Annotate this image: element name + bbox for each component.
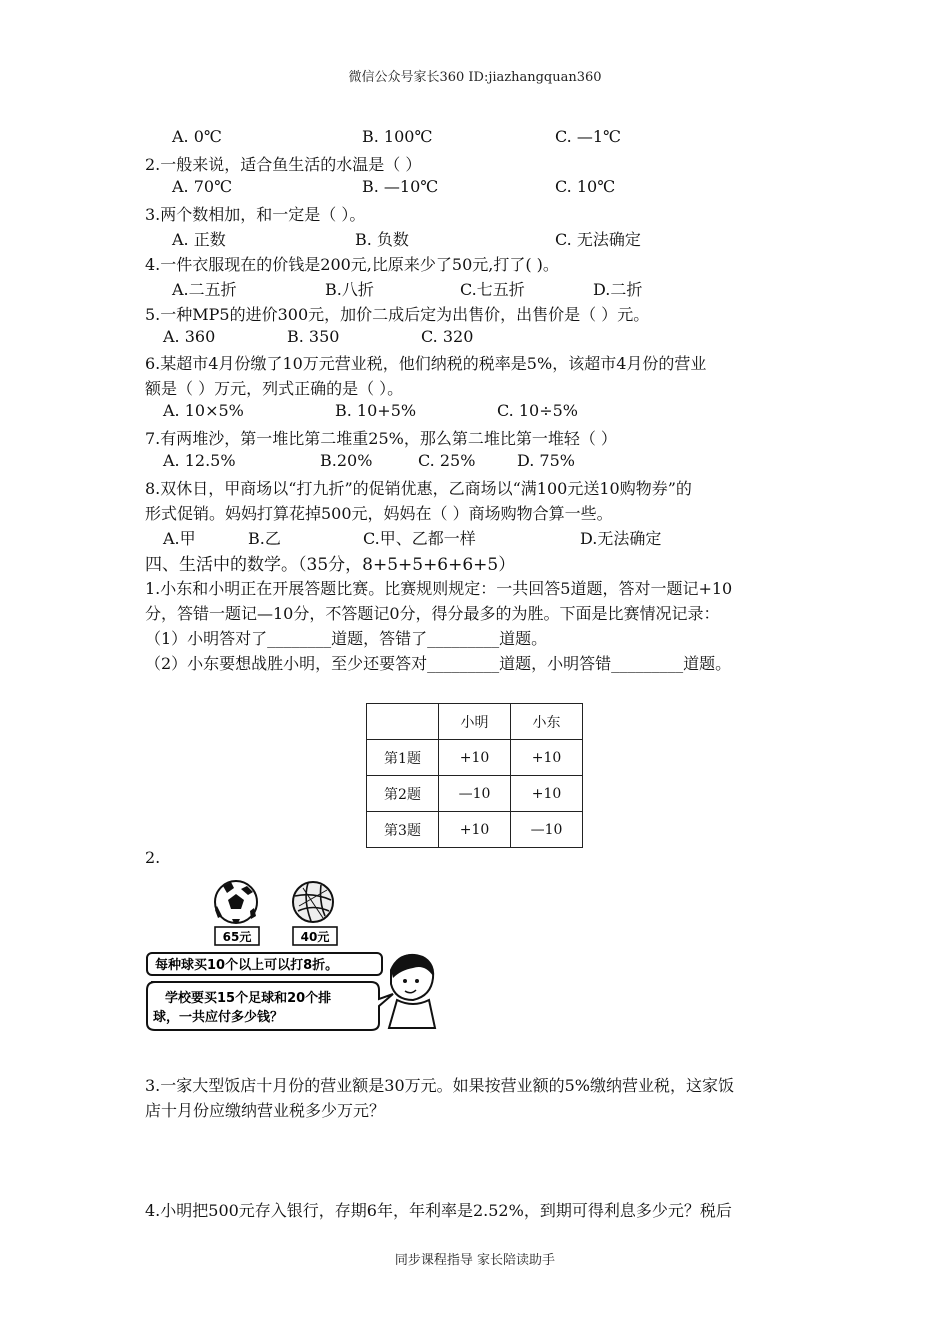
p3-line1: 3.一家大型饭店十月份的营业额是30万元。如果按营业额的5%缴纳营业税，这家饭: [145, 1076, 735, 1095]
q7-option-d: D. 75%: [517, 451, 575, 470]
volleyball-icon: [293, 882, 333, 922]
q4-option-c: C.七五折: [460, 280, 525, 299]
section-title: 四、生活中的数学。（35分，8+5+5+6+6+5）: [145, 555, 516, 575]
q2-option-b: B. —10℃: [362, 177, 439, 196]
soccer-price-tag: 65元: [222, 930, 252, 944]
page-header: 微信公众号家长360 ID:jiazhangquan360: [348, 70, 602, 85]
table-row: [367, 776, 583, 812]
q4-option-d: D.二折: [593, 280, 643, 299]
q7-option-c: C. 25%: [418, 451, 476, 470]
q3-option-b: B. 负数: [355, 230, 409, 249]
table-row: [367, 740, 583, 776]
p4-line1: 4.小明把500元存入银行，存期6年，年利率是2.52%，到期可得利息多少元？税后: [145, 1201, 732, 1220]
q8-option-a: A.甲: [163, 529, 196, 548]
table-header-cell: [367, 704, 439, 740]
table-cell: +10: [511, 740, 583, 776]
q8-line1: 8.双休日，甲商场以“打九折”的促销优惠，乙商场以“满100元送10购物券”的: [145, 479, 692, 498]
p1-line2: 分，答错一题记—10分，不答题记0分，得分最多的为胜。下面是比赛情况记录：: [145, 604, 720, 623]
ball-price-illustration: [143, 878, 443, 1038]
q4-option-a: A.二五折: [172, 280, 237, 299]
q8-option-b: B.乙: [248, 529, 281, 548]
table-cell: +10: [511, 776, 583, 812]
table-cell: +10: [439, 740, 511, 776]
q5-option-a: A. 360: [163, 327, 216, 346]
q3-option-c: C. 无法确定: [555, 230, 641, 249]
q8-option-c: C.甲、乙都一样: [363, 529, 476, 548]
q5-stem: 5.一种MP5的进价300元，加价二成后定为出售价，出售价是（ ）元。: [145, 305, 650, 324]
q6-line2: 额是（ ）万元，列式正确的是（ ）。: [145, 379, 404, 398]
q5-option-c: C. 320: [421, 327, 474, 346]
volleyball-price-tag: 40元: [300, 930, 330, 944]
q7-option-b: B.20%: [320, 451, 373, 470]
p1-sub1: （1）小明答对了________道题，答错了_________道题。: [145, 629, 548, 648]
q6-option-a: A. 10×5%: [163, 401, 244, 420]
table-header-row: [367, 704, 583, 740]
q4-option-b: B.八折: [325, 280, 374, 299]
q7-stem: 7.有两堆沙，第一堆比第二堆重25%，那么第二堆比第一堆轻（ ）: [145, 429, 617, 448]
table-row: [367, 812, 583, 848]
score-table: [366, 703, 583, 848]
speech-bubble-question-line1: 学校要买15个足球和20个排: [165, 991, 332, 1006]
p3-line2: 店十月份应缴纳营业税多少万元？: [145, 1101, 386, 1120]
q8-line2: 形式促销。妈妈打算花掉500元，妈妈在（ ）商场购物合算一些。: [145, 504, 613, 523]
table-header-cell: 小东: [511, 704, 583, 740]
speech-bubble-discount: 每种球买10个以上可以打8折。: [155, 958, 339, 973]
table-cell: 第3题: [367, 812, 439, 848]
q1-option-c: C. —1℃: [555, 127, 621, 146]
speech-bubble-question-line2: 球，一共应付多少钱？: [153, 1010, 284, 1025]
q4-stem: 4.一件衣服现在的价钱是200元,比原来少了50元,打了( )。: [145, 255, 559, 274]
table-cell: —10: [511, 812, 583, 848]
q3-option-a: A. 正数: [172, 230, 226, 249]
p1-line1: 1.小东和小明正在开展答题比赛。比赛规则规定：一共回答5道题，答对一题记+10: [145, 579, 733, 598]
table-header-cell: 小明: [439, 704, 511, 740]
q3-stem: 3.两个数相加，和一定是（ ）。: [145, 205, 366, 224]
p2-label: 2.: [145, 848, 161, 867]
q5-option-b: B. 350: [287, 327, 340, 346]
q8-option-d: D.无法确定: [580, 529, 662, 548]
q2-stem: 2.一般来说，适合鱼生活的水温是（ ）: [145, 155, 422, 174]
boy-figure-icon: [389, 954, 435, 1028]
q6-option-c: C. 10÷5%: [497, 401, 578, 420]
q6-option-b: B. 10+5%: [335, 401, 417, 420]
table-cell: +10: [439, 812, 511, 848]
soccer-ball-icon: [215, 881, 257, 923]
q6-line1: 6.某超市4月份缴了10万元营业税，他们纳税的税率是5%，该超市4月份的营业: [145, 354, 707, 373]
table-cell: 第2题: [367, 776, 439, 812]
q1-option-b: B. 100℃: [362, 127, 433, 146]
table-cell: 第1题: [367, 740, 439, 776]
p1-sub2: （2）小东要想战胜小明，至少还要答对_________道题，小明答错_________道题。: [145, 654, 732, 673]
q2-option-a: A. 70℃: [172, 177, 232, 196]
page-footer: 同步课程指导 家长陪读助手: [394, 1253, 556, 1268]
table-cell: —10: [439, 776, 511, 812]
q2-option-c: C. 10℃: [555, 177, 616, 196]
q7-option-a: A. 12.5%: [163, 451, 236, 470]
q1-option-a: A. 0℃: [172, 127, 222, 146]
